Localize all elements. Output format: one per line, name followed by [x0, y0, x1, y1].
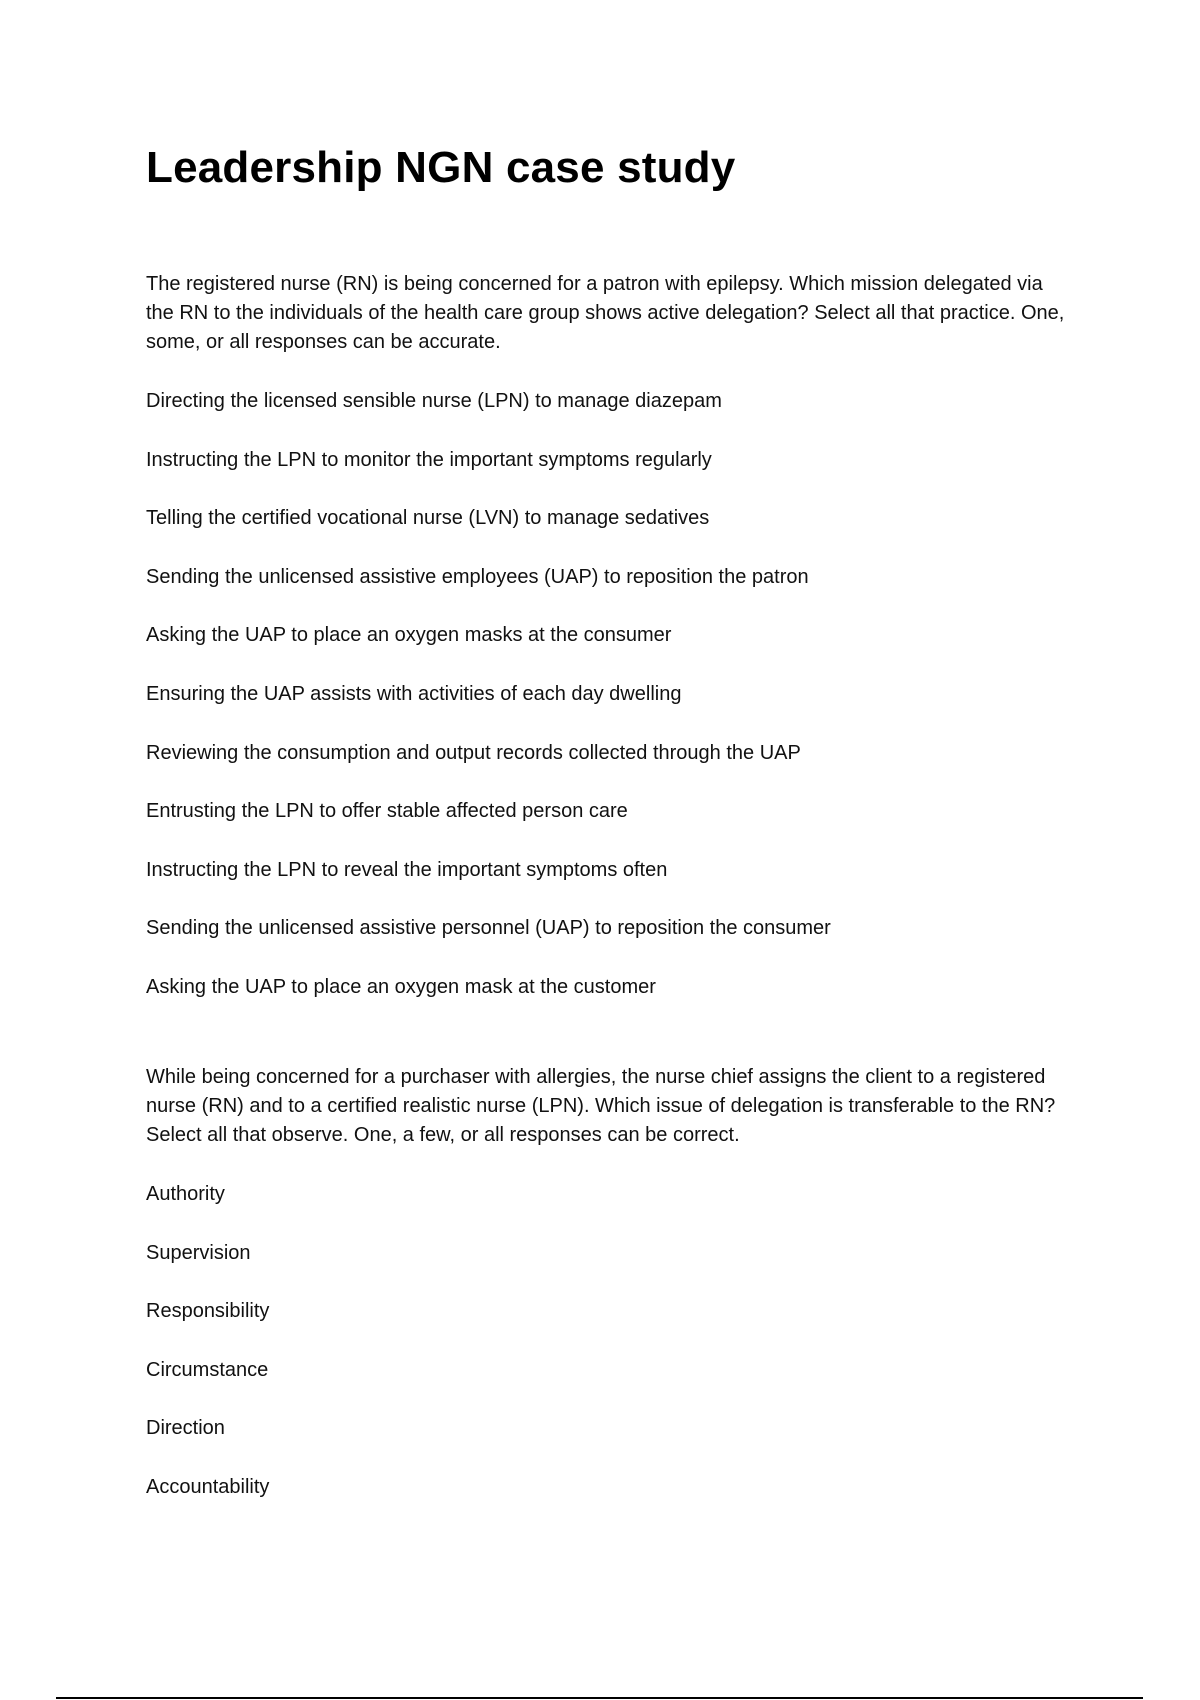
question-2-prompt: While being concerned for a purchaser with allergies, the nurse chief assigns the client to a registered nurse (RN) and to a certified realistic nurse (LPN). Which issue of delegation is transferable to the RN? Select all that observe. One, a few, or all responses can be correct.: [146, 1066, 1056, 1146]
option-item: Ensuring the UAP assists with activities of each day dwelling: [146, 682, 682, 705]
option-item: Sending the unlicensed assistive personnel (UAP) to reposition the consumer: [146, 917, 831, 940]
option-item: Instructing the LPN to monitor the important symptoms regularly: [146, 448, 712, 471]
page-title: Leadership NGN case study: [146, 143, 736, 192]
option-item: Direction: [146, 1417, 225, 1440]
option-item: Directing the licensed sensible nurse (LPN) to manage diazepam: [146, 390, 722, 412]
option-item: Responsibility: [146, 1300, 270, 1323]
option-item: Sending the unlicensed assistive employees (UAP) to reposition the patron: [146, 565, 809, 588]
option-item: Accountability: [146, 1475, 270, 1498]
question-2-options: [146, 1180, 269, 1532]
question-1-prompt: The registered nurse (RN) is being concerned for a patron with epilepsy. Which mission delegated via the RN to the individuals of the health care group shows active delegation? Select all that practice. One, some, or all responses can be accurate.: [146, 273, 1065, 353]
option-item: Authority: [146, 1183, 225, 1205]
option-item: Telling the certified vocational nurse (LVN) to manage sedatives: [146, 507, 710, 530]
question-1-options: [146, 387, 831, 1032]
option-item: Reviewing the consumption and output records collected through the UAP: [146, 741, 801, 764]
option-item: Entrusting the LPN to offer stable affected person care: [146, 800, 628, 823]
option-item: Circumstance: [146, 1358, 269, 1381]
option-item: Instructing the LPN to reveal the important symptoms often: [146, 858, 668, 881]
option-item: Asking the UAP to place an oxygen masks at the consumer: [146, 624, 672, 647]
option-item: Supervision: [146, 1241, 251, 1264]
footer-divider: [56, 1697, 1143, 1699]
option-item: Asking the UAP to place an oxygen mask at the customer: [146, 975, 656, 998]
